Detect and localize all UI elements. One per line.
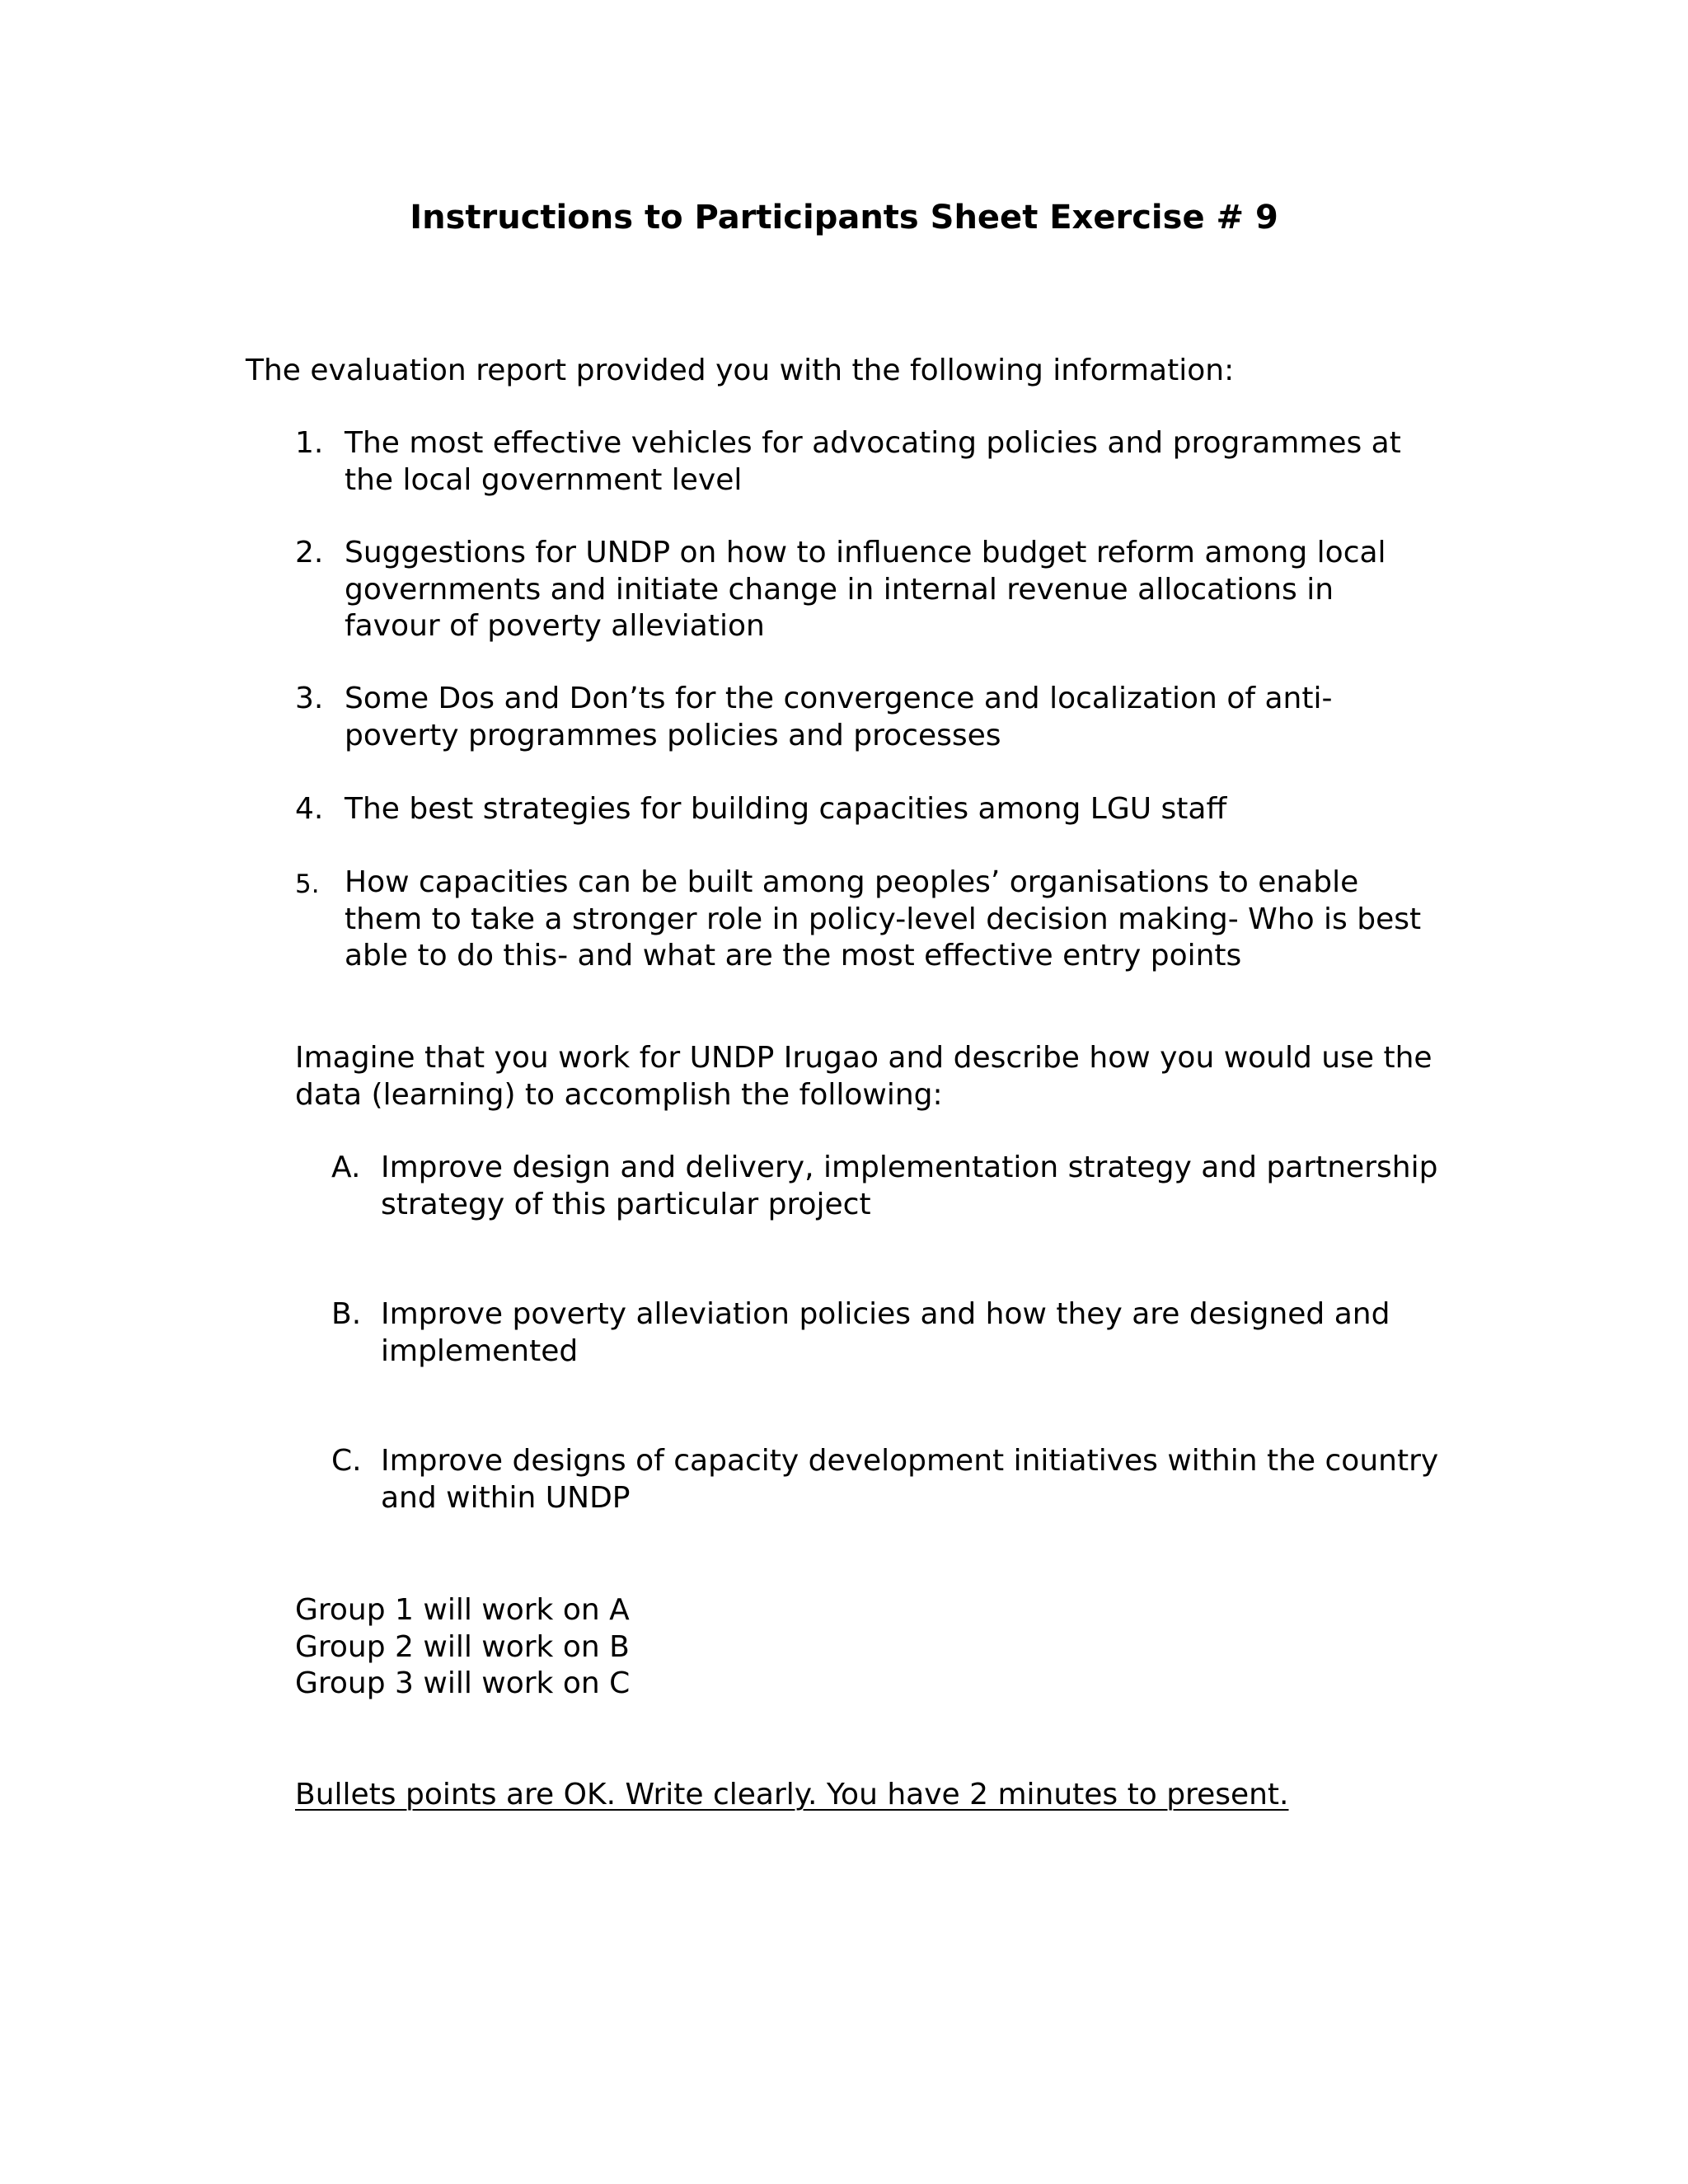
task-marker: C. bbox=[331, 1444, 362, 1478]
group-assignments bbox=[295, 1592, 630, 1703]
list-marker: 3. bbox=[295, 682, 324, 715]
task-prompt: Imagine that you work for UNDP Irugao and describe how you would use the data (learning) to accomplish the following: bbox=[295, 1041, 1432, 1112]
group-assignment: Group 1 will work on A bbox=[295, 1593, 630, 1627]
list-marker: 4. bbox=[295, 792, 324, 826]
list-marker: 5. bbox=[295, 869, 320, 899]
intro-text: The evaluation report provided you with the following information: bbox=[246, 354, 1235, 387]
list-item-text: How capacities can be built among peoples’ organisations to enable them to take a stronger role in policy-level decision making- Who is best able to do this- and what are the most effective entry points bbox=[345, 865, 1422, 972]
list-item-text: The most effective vehicles for advocating policies and programmes at the local government level bbox=[345, 426, 1401, 497]
list-item-5 bbox=[295, 865, 1432, 975]
page-title: Instructions to Participants Sheet Exercise # 9 bbox=[410, 199, 1278, 237]
list-item-1 bbox=[295, 425, 1432, 499]
task-item-b bbox=[331, 1296, 1444, 1370]
group-assignment: Group 3 will work on C bbox=[295, 1666, 631, 1700]
list-marker: 1. bbox=[295, 426, 324, 460]
task-item-a bbox=[331, 1150, 1444, 1223]
list-item-4 bbox=[295, 791, 1432, 828]
task-item-text: Improve poverty alleviation policies and how they are designed and implemented bbox=[381, 1297, 1390, 1368]
task-marker: A. bbox=[331, 1151, 361, 1184]
task-marker: B. bbox=[331, 1297, 362, 1331]
closing-note: Bullets points are OK. Write clearly. You have 2 minutes to present. bbox=[295, 1778, 1289, 1811]
list-item-2 bbox=[295, 535, 1432, 645]
list-item-3 bbox=[295, 681, 1432, 754]
group-assignment: Group 2 will work on B bbox=[295, 1629, 630, 1664]
list-item-text: Suggestions for UNDP on how to influence budget reform among local governments and initiate change in internal revenue allocations in favour of poverty alleviation bbox=[345, 536, 1386, 643]
list-item-text: Some Dos and Don’ts for the convergence and localization of anti-poverty programmes policies and processes bbox=[345, 682, 1333, 752]
list-item-text: The best strategies for building capacities among LGU staff bbox=[345, 792, 1227, 826]
task-item-text: Improve design and delivery, implementation strategy and partnership strategy of this particular project bbox=[381, 1151, 1438, 1221]
task-item-text: Improve designs of capacity development initiatives within the country and within UNDP bbox=[381, 1444, 1439, 1515]
list-marker: 2. bbox=[295, 536, 324, 569]
task-item-c bbox=[331, 1443, 1444, 1516]
